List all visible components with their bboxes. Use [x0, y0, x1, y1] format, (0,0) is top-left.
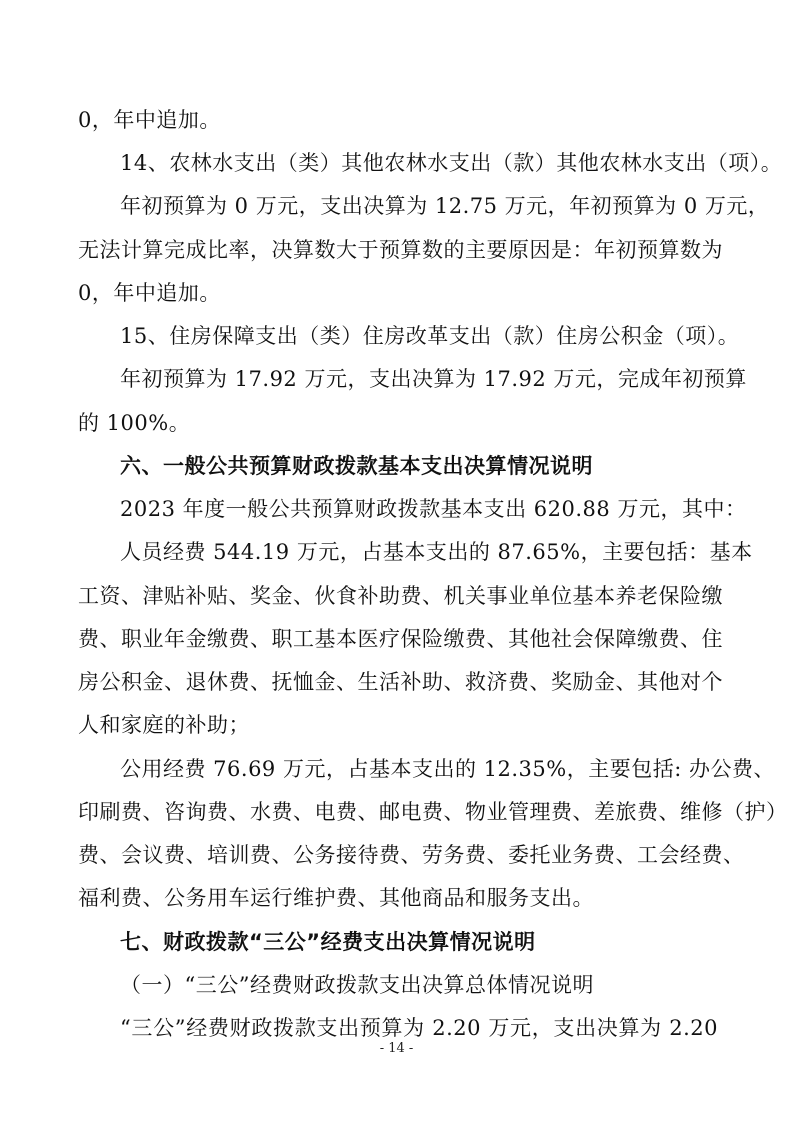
paragraph-line: 费、会议费、培训费、公务接待费、劳务费、委托业务费、工会经费、 [78, 843, 745, 867]
paragraph-line: 0，年中追加。 [78, 281, 221, 305]
paragraph-line: 2023 年度一般公共预算财政拨款基本支出 620.88 万元，其中： [120, 497, 747, 521]
paragraph-line: 14、农林水支出（类）其他农林水支出（款）其他农林水支出（项）。 [120, 151, 783, 175]
paragraph-line: 福利费、公务用车运行维护费、其他商品和服务支出。 [78, 886, 594, 910]
paragraph-line: 公用经费 76.69 万元，占基本支出的 12.35%，主要包括: 办公费、 [120, 757, 775, 781]
paragraph-line: 工资、津贴补贴、奖金、伙食补助费、机关事业单位基本养老保险缴 [78, 584, 723, 608]
page-number: - 14 - [379, 1041, 414, 1056]
paragraph-line: 的 100%。 [78, 411, 191, 435]
paragraph-line: 人员经费 544.19 万元，占基本支出的 87.65%，主要包括：基本 [120, 540, 753, 564]
paragraph-line: 印刷费、咨询费、水费、电费、邮电费、物业管理费、差旅费、维修（护） [78, 800, 788, 824]
paragraph-line: “三公”经费财政拨款支出预算为 2.20 万元，支出决算为 2.20 [120, 1016, 718, 1040]
paragraph-line: 0，年中追加。 [78, 108, 221, 132]
section-heading: 七、财政拨款“三公”经费支出决算情况说明 [120, 930, 536, 954]
paragraph-line: 无法计算完成比率，决算数大于预算数的主要原因是：年初预算数为 [78, 238, 723, 262]
paragraph-line: 费、职业年金缴费、职工基本医疗保险缴费、其他社会保障缴费、住 [78, 627, 723, 651]
paragraph-line: 年初预算为 17.92 万元，支出决算为 17.92 万元，完成年初预算 [120, 367, 747, 391]
paragraph-line: 15、住房保障支出（类）住房改革支出（款）住房公积金（项）。 [120, 324, 740, 348]
paragraph-line: 年初预算为 0 万元，支出决算为 12.75 万元，年初预算为 0 万元， [120, 194, 770, 218]
paragraph-line: 人和家庭的补助； [78, 713, 250, 737]
section-heading: 六、一般公共预算财政拨款基本支出决算情况说明 [120, 454, 593, 478]
paragraph-line: 房公积金、退休费、抚恤金、生活补助、救济费、奖励金、其他对个 [78, 670, 723, 694]
subsection-heading: （一）“三公”经费财政拨款支出决算总体情况说明 [120, 973, 594, 997]
